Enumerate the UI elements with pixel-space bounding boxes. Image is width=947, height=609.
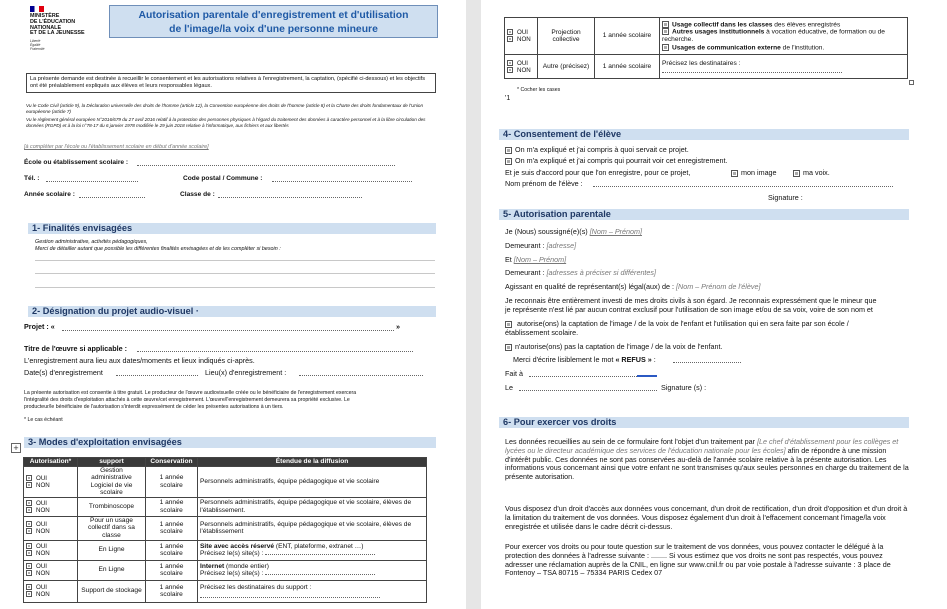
ministry-logo bbox=[30, 6, 100, 51]
support-cell: Autre (précisez) bbox=[538, 55, 595, 79]
oui-checkbox[interactable]: OUI bbox=[26, 521, 75, 528]
autorise-option[interactable]: autorise(ons) la captation de l'image / de la voix de l'enfant et l'utilisation qui en sera faite par son école / bbox=[505, 319, 849, 328]
diffusion-cell: Personnels administratifs, équipe pédagogique et vie scolaire, élèves de l'établissement. bbox=[198, 497, 427, 516]
diffusion-cell: Site avec accès réservé (ENT, plateforme, extranet …) Précisez le(s) site(s) : bbox=[198, 540, 427, 560]
diffusion-cell: Précisez les destinataires du support : bbox=[198, 580, 427, 602]
destinataires-field[interactable] bbox=[200, 592, 380, 598]
support-cell: En Ligne bbox=[78, 540, 146, 560]
school-name-field[interactable] bbox=[137, 165, 395, 166]
destinataires-field[interactable] bbox=[662, 67, 842, 73]
sites-label: Précisez le(s) site(s) : bbox=[200, 570, 264, 578]
agissant-line: Agissant en qualité de représentant(s) légal(aux) de : [Nom – Prénom de l'élève] bbox=[505, 282, 761, 291]
gratuit-1: La présente autorisation est consentie à titre gratuit. Le producteur de l'œuvre audiovisuelle créée ou le bénéficiaire de l'enregistrement exercera bbox=[24, 390, 357, 396]
usage-option[interactable]: Autres usages institutionnels à vocation éducative, de formation ou de recherche. bbox=[662, 28, 885, 44]
intro-box bbox=[26, 73, 436, 93]
section-1-title: 1- Finalités envisagées bbox=[28, 223, 436, 234]
table-resize-handle[interactable] bbox=[909, 80, 914, 85]
le-label: Le bbox=[505, 383, 513, 392]
nautorise-option[interactable]: n'autorise(ons) pas la captation de l'image / de la voix de l'enfant. bbox=[505, 342, 723, 351]
class-label: Classe de : bbox=[180, 191, 215, 198]
table-row bbox=[24, 580, 427, 602]
table-row bbox=[24, 467, 427, 498]
dates-label: Date(s) d'enregistrement bbox=[24, 368, 103, 377]
header-conservation: Conservation bbox=[146, 458, 198, 467]
section-5-title: 5- Autorisation parentale bbox=[499, 209, 909, 220]
motto-1: Liberté bbox=[30, 39, 41, 44]
s1-write-line-1[interactable] bbox=[35, 260, 435, 261]
conservation-cell: 1 année scolaire bbox=[146, 516, 198, 540]
conservation-cell: 1 année scolaire bbox=[146, 467, 198, 498]
header-support: support bbox=[78, 458, 146, 467]
diffusion-cell: Internet (monde entier) Précisez le(s) site(s) : bbox=[198, 560, 427, 580]
parent-signature-label: Signature (s) : bbox=[661, 383, 707, 392]
non-checkbox[interactable]: NON bbox=[26, 528, 75, 535]
soussigne-line: Je (Nous) soussigné(e)(s) [Nom – Prénom] bbox=[505, 227, 643, 236]
oui-checkbox[interactable]: OUI bbox=[26, 563, 75, 570]
agree-text: Et je suis d'accord pour que l'on enregistre, pour ce projet, bbox=[505, 168, 691, 177]
conservation-cell: 1 année scolaire bbox=[595, 55, 660, 79]
eleve-name-label: Nom prénom de l'élève : bbox=[505, 179, 583, 188]
fait-label: Fait à bbox=[505, 369, 523, 378]
soussigne-placeholder[interactable]: [Nom – Prénom] bbox=[589, 227, 643, 236]
s1-line-2: Merci de détailler autant que possible les différentes finalités envisagées et de les compléter si besoin : bbox=[35, 246, 281, 252]
motto-2: Égalité bbox=[30, 43, 41, 48]
section-4-title: 4- Consentement de l'élève bbox=[499, 129, 909, 140]
reconnais-2: je représente n'est lié par aucun contrat exclusif pour l'utilisation de son image et/ou de sa voix, voire de son nom et bbox=[505, 305, 873, 314]
support-cell: Trombinoscope bbox=[78, 497, 146, 516]
document-title-box bbox=[109, 5, 438, 38]
le-field[interactable] bbox=[519, 390, 657, 391]
legal-2: Vu le règlement général européen N°2016/679 du 27 avril 2016 relatif à la protection des personnes physiques à l'égard du traitement des données à caractère personnel et à la libre circulation des données (RGPD) et à la loi n°78-17 du 6 janvier 1978 modifiée le 29 juin 2018 relative à l'informatique, aux fichiers et aux libertés bbox=[26, 117, 426, 128]
conservation-cell: 1 année scolaire bbox=[595, 18, 660, 55]
title-line-2: de l'image/la voix d'une personne mineure bbox=[169, 23, 378, 35]
year-label: Année scolaire : bbox=[24, 191, 75, 198]
table-row bbox=[505, 55, 908, 79]
diffusion-bold: Internet bbox=[200, 562, 225, 570]
class-field[interactable] bbox=[218, 197, 362, 198]
document-page-2 bbox=[481, 0, 947, 609]
usage-option[interactable]: Usage collectif dans les classes des élèves enregistrés bbox=[662, 21, 905, 29]
dates-field[interactable] bbox=[116, 375, 198, 376]
s1-write-line-3[interactable] bbox=[35, 287, 435, 288]
oui-checkbox[interactable]: OUI bbox=[26, 475, 75, 482]
et-line: Et [Nom – Prénom] bbox=[505, 255, 567, 264]
s1-write-line-2[interactable] bbox=[35, 273, 435, 274]
support-cell: En Ligne bbox=[78, 560, 146, 580]
diffusion-cell: Personnels administratifs, équipe pédagogique et vie scolaire, élèves de l'établissement bbox=[198, 516, 427, 540]
titre-field[interactable] bbox=[137, 351, 413, 352]
fait-field-marker bbox=[637, 375, 657, 377]
non-checkbox[interactable]: NON bbox=[26, 507, 75, 514]
demeurant-placeholder[interactable]: [adresse] bbox=[546, 241, 577, 250]
logo-line-1: MINISTÈRE bbox=[30, 13, 60, 19]
tel-field[interactable] bbox=[46, 181, 138, 182]
usage-option[interactable]: Usages de communication externe de l'institution. bbox=[662, 44, 905, 52]
oui-checkbox[interactable]: OUI bbox=[26, 500, 75, 507]
section-6-title: 6- Pour exercer vos droits bbox=[499, 417, 909, 428]
non-checkbox[interactable]: NON bbox=[507, 36, 535, 43]
oui-checkbox[interactable]: OUI bbox=[507, 60, 535, 67]
sites-field[interactable] bbox=[265, 574, 375, 575]
non-checkbox[interactable]: NON bbox=[507, 67, 535, 74]
gratuit-2: l'intégralité des droits d'exploitation attachés à cette œuvre/cet enregistrement. L'œuvre/l'enregistrement demeurera sa propriété exclusive. Le bbox=[24, 397, 350, 403]
logo-line-3: NATIONALE bbox=[30, 24, 62, 31]
projet-label: Projet : « bbox=[24, 322, 55, 331]
title-line-1: Autorisation parentale d'enregistrement et d'utilisation bbox=[138, 10, 409, 21]
consent-item-2[interactable]: On m'a expliqué et j'ai compris qui pourrait voir cet enregistrement. bbox=[505, 156, 727, 165]
echeant-note: * Le cas échéant bbox=[24, 417, 63, 423]
school-name-label: École ou établissement scolaire : bbox=[24, 159, 129, 166]
support-cell: Gestion administrative Logiciel de vie scolaire bbox=[78, 467, 146, 498]
et-placeholder[interactable]: [Nom – Prénom] bbox=[513, 255, 567, 264]
non-checkbox[interactable]: NON bbox=[26, 570, 75, 577]
table-row bbox=[505, 18, 908, 55]
document-page-1 bbox=[0, 0, 466, 609]
diffusion-cell: Précisez les destinataires : bbox=[660, 55, 908, 79]
fait-field[interactable] bbox=[529, 376, 637, 377]
legal-1: Vu le Code Civil (article 9), la Déclaration universelle des droits de l'homme (article 12), la Convention européenne des droits de l'homme (article 8) et la Charte des droits fondamentaux de l'Union européenne (article 7) bbox=[26, 103, 424, 114]
header-autorisation: Autorisation* bbox=[24, 458, 78, 467]
conservation-cell: 1 année scolaire bbox=[146, 497, 198, 516]
tel-label: Tél. : bbox=[24, 175, 40, 182]
conservation-cell: 1 année scolaire bbox=[146, 560, 198, 580]
modes-table bbox=[23, 457, 427, 603]
sites-field[interactable] bbox=[265, 554, 375, 555]
non-checkbox[interactable]: NON bbox=[26, 550, 75, 557]
non-checkbox[interactable]: NON bbox=[26, 482, 75, 489]
header-diffusion: Étendue de la diffusion bbox=[198, 458, 427, 467]
image-checkbox[interactable]: mon image bbox=[731, 168, 777, 177]
section-2-title: 2- Désignation du projet audio-visuel · bbox=[28, 306, 436, 317]
year-field[interactable] bbox=[79, 197, 145, 198]
support-cell: Pour un usage collectif dans sa classe bbox=[78, 516, 146, 540]
support-cell: Support de stockage bbox=[78, 580, 146, 602]
lieux-label: Lieu(x) d'enregistrement : bbox=[205, 368, 287, 377]
section-3-title: 3- Modes d'exploitation envisagées bbox=[24, 437, 436, 448]
postal-field[interactable] bbox=[272, 181, 412, 182]
cursor-mark: '1 bbox=[505, 95, 511, 102]
demeurant2-line: Demeurant : [adresses à préciser si différentes] bbox=[505, 268, 657, 277]
oui-checkbox[interactable]: OUI bbox=[507, 29, 535, 36]
table-row bbox=[24, 560, 427, 580]
refus-field[interactable] bbox=[673, 362, 741, 363]
intro-text: La présente demande est destinée à recueillir le consentement et les autorisations relatives à l'enregistrement, la captation, (spécifié ci-dessous) et les objectifs ont été préalablement expliqués aux élèves et leurs responsables légaux. bbox=[30, 76, 426, 89]
demeurant-line: Demeurant : [adresse] bbox=[505, 241, 577, 250]
eleve-name-field[interactable] bbox=[593, 186, 893, 187]
marianne-icon bbox=[30, 6, 44, 12]
diffusion-cell bbox=[660, 18, 908, 55]
modes-table-continued bbox=[504, 17, 908, 79]
non-checkbox[interactable]: NON bbox=[26, 591, 75, 598]
diffusion-cell: Personnels administratifs, équipe pédagogique et vie scolaire bbox=[198, 467, 427, 498]
postal-label: Code postal / Commune : bbox=[183, 175, 263, 182]
titre-label: Titre de l'œuvre si applicable : bbox=[24, 344, 128, 353]
agissant-placeholder[interactable]: [Nom – Prénom de l'élève] bbox=[676, 282, 761, 291]
rights-paragraph-3: Pour exercer vos droits ou pour toute question sur le traitement de vos données, vous pouvez contacter le délégué à la protection des données à l'adresse suivante : ........ Si vous estimez que vos droits ne sont pas respectés, vous pouvez adresser une réclamation auprès de la CNIL, en ligne sur www.cnil.fr ou par voie postale à l'adresse suivante : 3 place de Fontenoy – TSA 80715 – 75334 PARIS Cedex 07 bbox=[505, 542, 891, 578]
rights-paragraph-2: Vous disposez d'un droit d'accès aux données vous concernant, d'un droit de rectification, d'un droit d'opposition et d'un droit à la limitation du traitement de vos données. Vous disposez également d'un droit à l'effacement concernant l'image/la voix enregistrée et utilisée dans le cadre décrit ci-dessus. bbox=[505, 504, 908, 531]
refus-line: Merci d'écrire lisiblement le mot « REFUS » : bbox=[513, 355, 656, 364]
rights-paragraph-1: Les données recueillies au sein de ce formulaire font l'objet d'un traitement par [Le chef d'établissement pour les collèges et lycées ou le directeur académique des services de l'éducation nationale pour les écoles] afin de répondre à une mission d'intérêt public. Ces données ne sont pas conservées au-delà de l'année scolaire relative à la présente autorisation. Les informations vous concernant ainsi que votre enfant ne sont transmises qu'aux seules personnes en charge du traitement de la présente autorisation. bbox=[505, 437, 909, 482]
diffusion-bold: Site avec accès réservé bbox=[200, 542, 275, 550]
autorise-2: établissement scolaire. bbox=[505, 328, 579, 337]
support-cell: Projection collective bbox=[538, 18, 595, 55]
table-row bbox=[24, 516, 427, 540]
oui-checkbox[interactable]: OUI bbox=[26, 543, 75, 550]
consent-item-1[interactable]: On m'a expliqué et j'ai compris à quoi servait ce projet. bbox=[505, 145, 689, 154]
lieux-field[interactable] bbox=[299, 375, 423, 376]
conservation-cell: 1 année scolaire bbox=[146, 580, 198, 602]
cocher-note: * Cocher les cases bbox=[517, 87, 561, 93]
table-row bbox=[24, 540, 427, 560]
reconnais-1: Je reconnais être entièrement investi de mes droits civils à son égard. Je reconnais expressément que le mineur que bbox=[505, 296, 877, 305]
s2-info: L'enregistrement aura lieu aux dates/moments et lieux indiqués ci-après. bbox=[24, 356, 255, 365]
oui-checkbox[interactable]: OUI bbox=[26, 584, 75, 591]
sites-label: Précisez le(s) site(s) : bbox=[200, 550, 264, 558]
table-row bbox=[24, 497, 427, 516]
s1-line-1: Gestion administrative, activités pédagogiques, bbox=[35, 239, 148, 245]
projet-close: » bbox=[396, 322, 400, 331]
projet-field[interactable] bbox=[62, 330, 394, 331]
demeurant2-placeholder[interactable]: [adresses à préciser si différentes] bbox=[546, 268, 657, 277]
logo-line-2: DE L'ÉDUCATION bbox=[30, 18, 76, 25]
voix-checkbox[interactable]: ma voix. bbox=[793, 168, 830, 177]
table-move-handle-icon[interactable]: + bbox=[11, 443, 21, 453]
logo-line-4: ET DE LA JEUNESSE bbox=[30, 30, 85, 37]
motto-3: Fraternité bbox=[30, 47, 45, 52]
school-note: [à compléter par l'école ou l'établissement scolaire en début d'année scolaire] bbox=[24, 144, 209, 150]
eleve-signature-label: Signature : bbox=[768, 193, 803, 202]
gratuit-3: producteur/le bénéficiaire de l'autorisation s'interdit expressément de céder les présentes autorisations à un tiers. bbox=[24, 404, 284, 410]
conservation-cell: 1 année scolaire bbox=[146, 540, 198, 560]
